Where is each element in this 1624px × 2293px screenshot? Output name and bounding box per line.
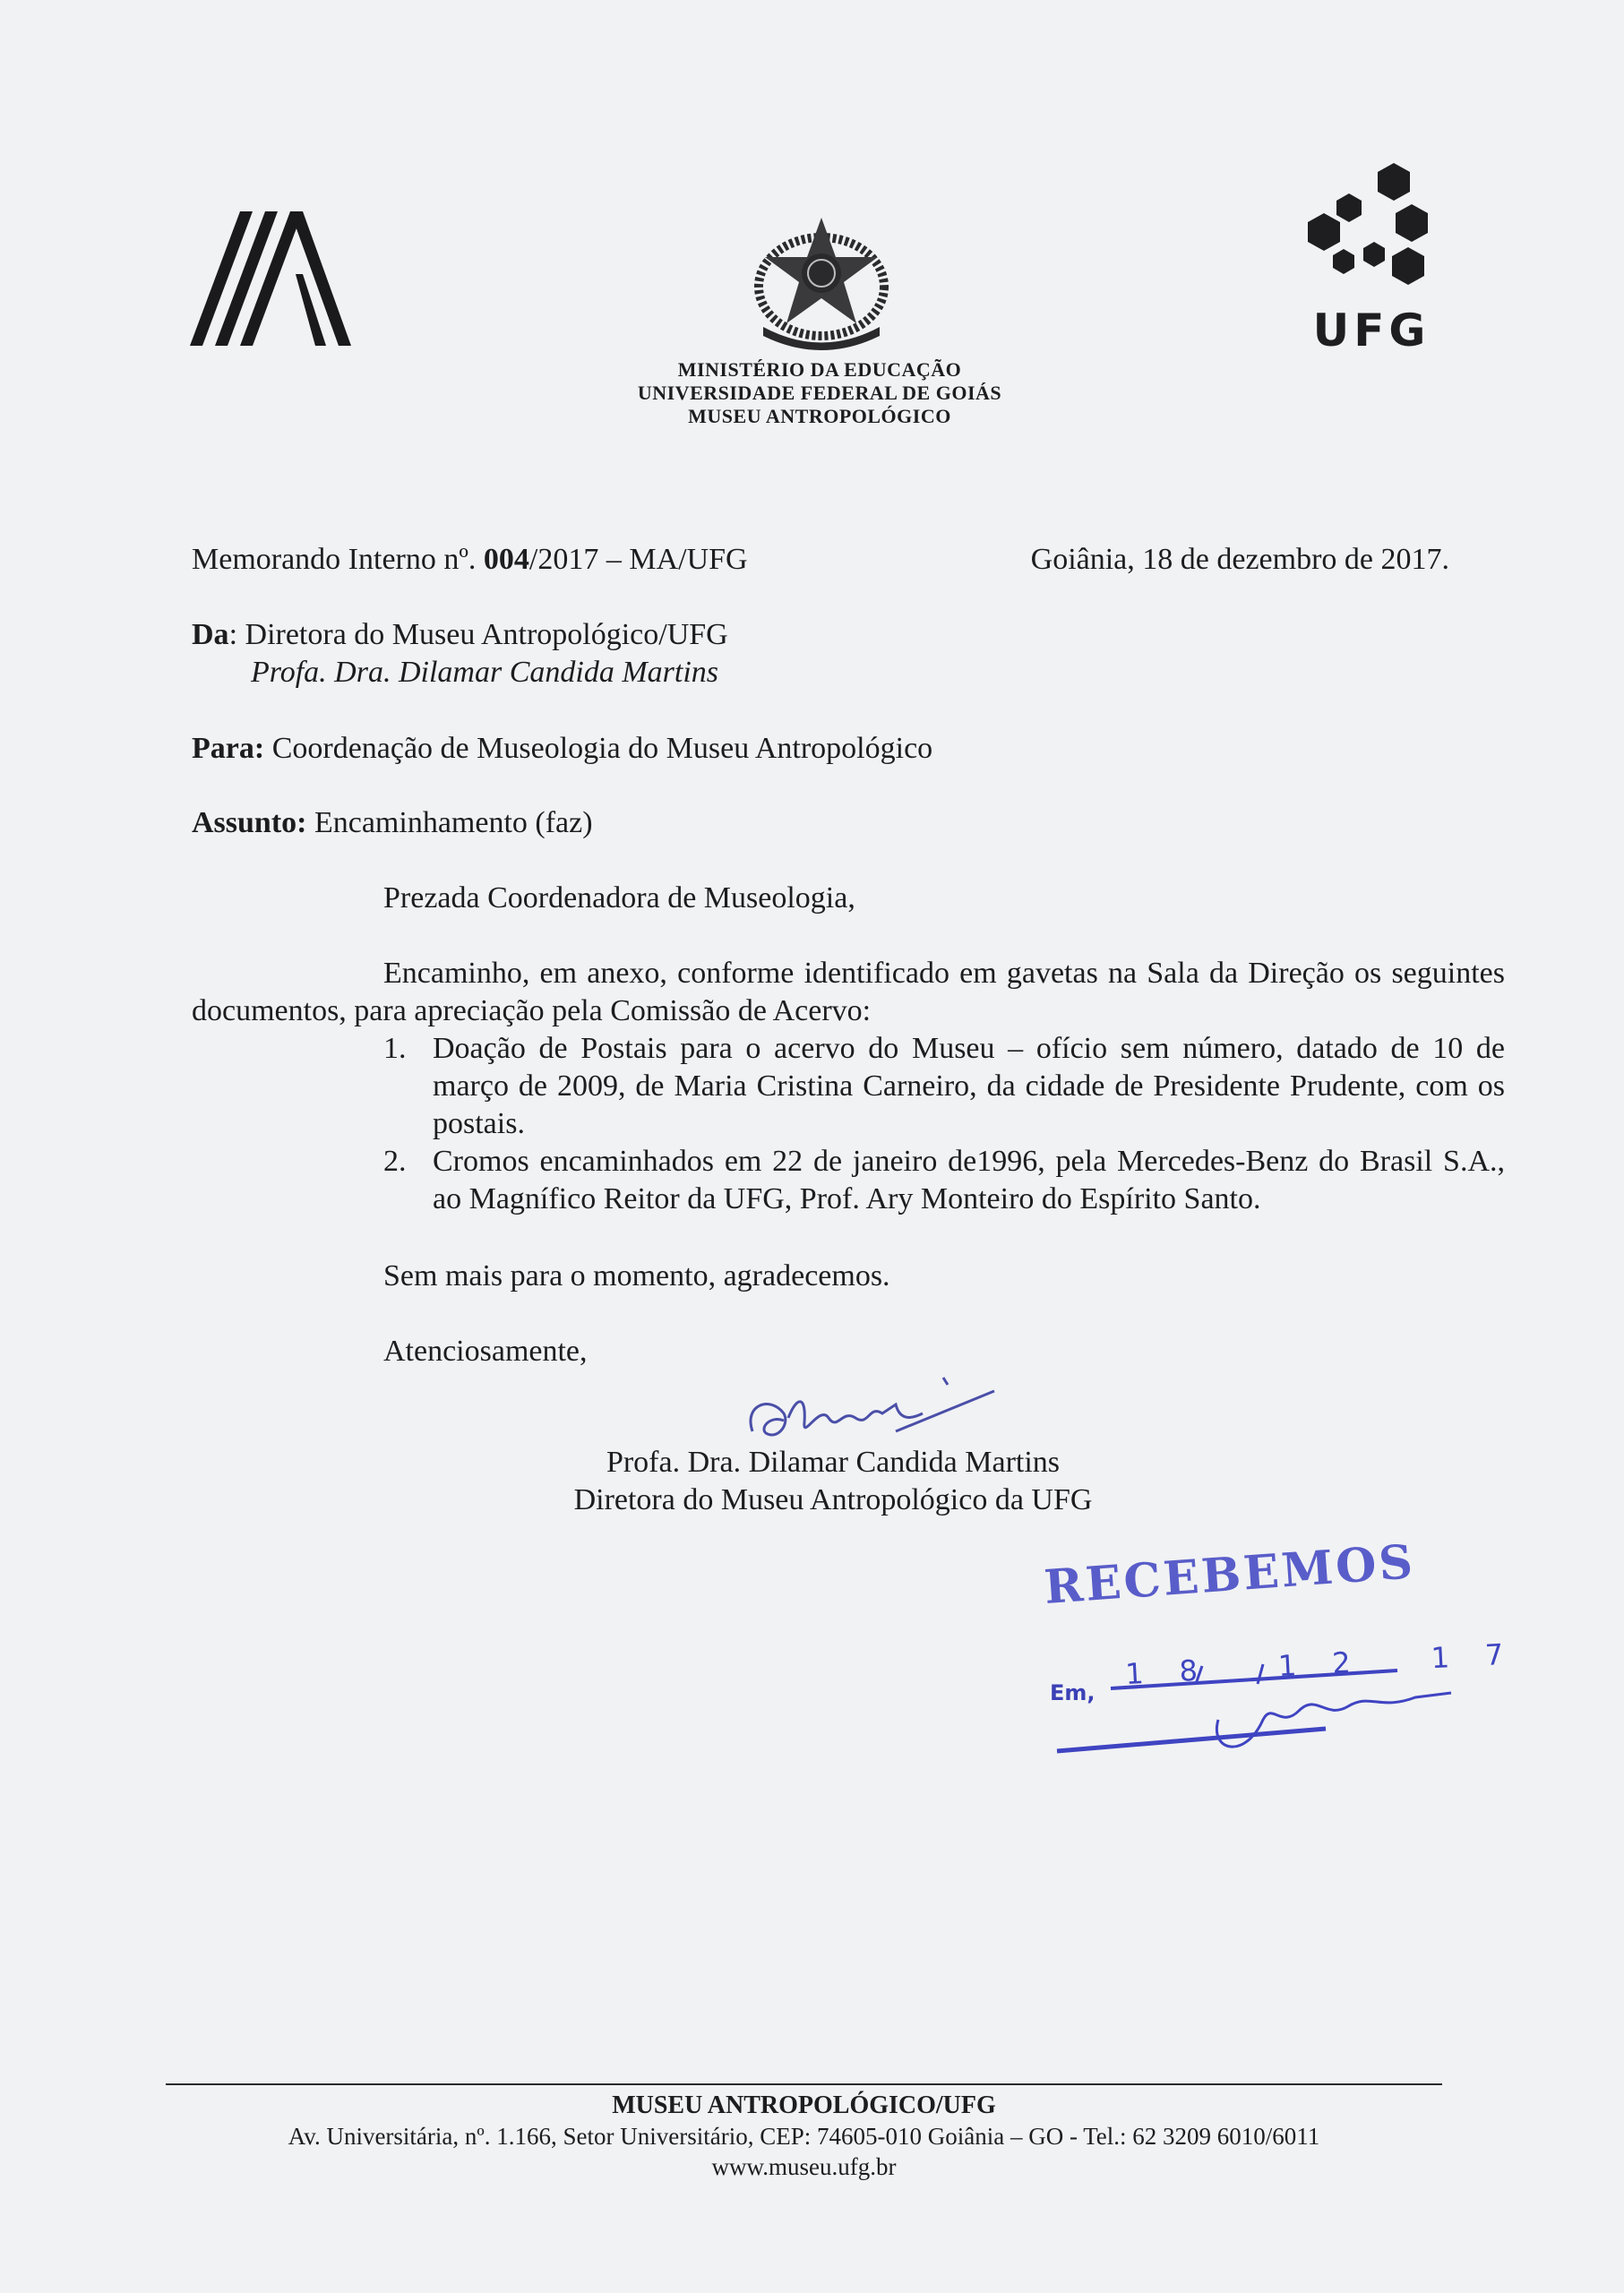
list-item-number: 2. xyxy=(383,1145,407,1178)
museum-line: MUSEU ANTROPOLÓGICO xyxy=(688,405,951,427)
subject-value: Encaminhamento (faz) xyxy=(306,806,593,839)
letterhead xyxy=(537,358,1102,428)
list-item-text: Doação de Postais para o acervo do Museu – ofício sem número, datado de 10 de março de 2009, de Maria Cristina Carneiro, da cidade de Presidente Prudente, com os postais. xyxy=(433,1032,1505,1140)
footer-divider xyxy=(166,2083,1442,2085)
ufg-logo-text: UFG xyxy=(1312,305,1431,356)
footer-website: www.museu.ufg.br xyxy=(711,2153,897,2180)
greeting: Prezada Coordenadora de Museologia, xyxy=(383,881,855,915)
from-value: : Diretora do Museu Antropológico/UFG xyxy=(228,618,728,651)
university-line: UNIVERSIDADE FEDERAL DE GOIÁS xyxy=(637,382,1002,404)
document-list xyxy=(383,1030,1505,1218)
to-value: Coordenação de Museologia do Museu Antropológico xyxy=(264,732,933,765)
regards-line: Atenciosamente, xyxy=(383,1335,588,1368)
ministry-line: MINISTÉRIO DA EDUCAÇÃO xyxy=(677,358,962,381)
footer-address: Av. Universitária, nº. 1.166, Setor Universitário, CEP: 74605-010 Goiânia – GO - Tel.: 62 3209 6010/6011 xyxy=(288,2123,1320,2150)
museum-logo-icon xyxy=(190,211,351,346)
from-line xyxy=(192,616,728,654)
memo-number xyxy=(192,541,748,579)
stamp-title: RECEBEMOS xyxy=(1042,1534,1417,1615)
stamp-label: Em, xyxy=(1050,1680,1096,1705)
to-line xyxy=(192,730,932,768)
to-label: Para: xyxy=(192,732,265,765)
from-name: Profa. Dra. Dilamar Candida Martins xyxy=(251,656,719,689)
signatory-title: Diretora do Museu Antropológico da UFG xyxy=(573,1483,1093,1516)
list-item-text: Cromos encaminhados em 22 de janeiro de1996, pela Mercedes-Benz do Brasil S.A., ao Magnífico Reitor da UFG, Prof. Ary Monteiro do Espírito Santo. xyxy=(433,1145,1505,1215)
signatory-name: Profa. Dra. Dilamar Candida Martins xyxy=(606,1446,1061,1479)
list-item xyxy=(383,1143,1505,1218)
footer-org: MUSEU ANTROPOLÓGICO/UFG xyxy=(612,2091,996,2119)
stamp-date: 18 12 17 xyxy=(1124,1635,1541,1692)
memo-date: Goiânia, 18 de dezembro de 2017. xyxy=(1030,543,1449,576)
body-paragraph: Encaminho, em anexo, conforme identificado em gavetas na Sala da Direção os seguintes documentos, para apreciação pela Comissão de Acervo: xyxy=(192,957,1505,1027)
list-item-number: 1. xyxy=(383,1032,407,1065)
memo-number-bold: 004 xyxy=(483,543,529,576)
brazil-coat-of-arms-icon xyxy=(745,202,898,354)
from-label: Da xyxy=(192,618,229,651)
subject-label: Assunto: xyxy=(192,806,307,839)
memo-number-suffix: /2017 – MA/UFG xyxy=(528,543,748,576)
footer xyxy=(166,2091,1442,2182)
list-item xyxy=(383,1030,1505,1143)
memo-number-prefix: Memorando Interno nº. xyxy=(192,543,484,576)
signature-block xyxy=(466,1444,1200,1519)
subject-line xyxy=(192,804,593,842)
closing-line: Sem mais para o momento, agradecemos. xyxy=(383,1259,890,1292)
